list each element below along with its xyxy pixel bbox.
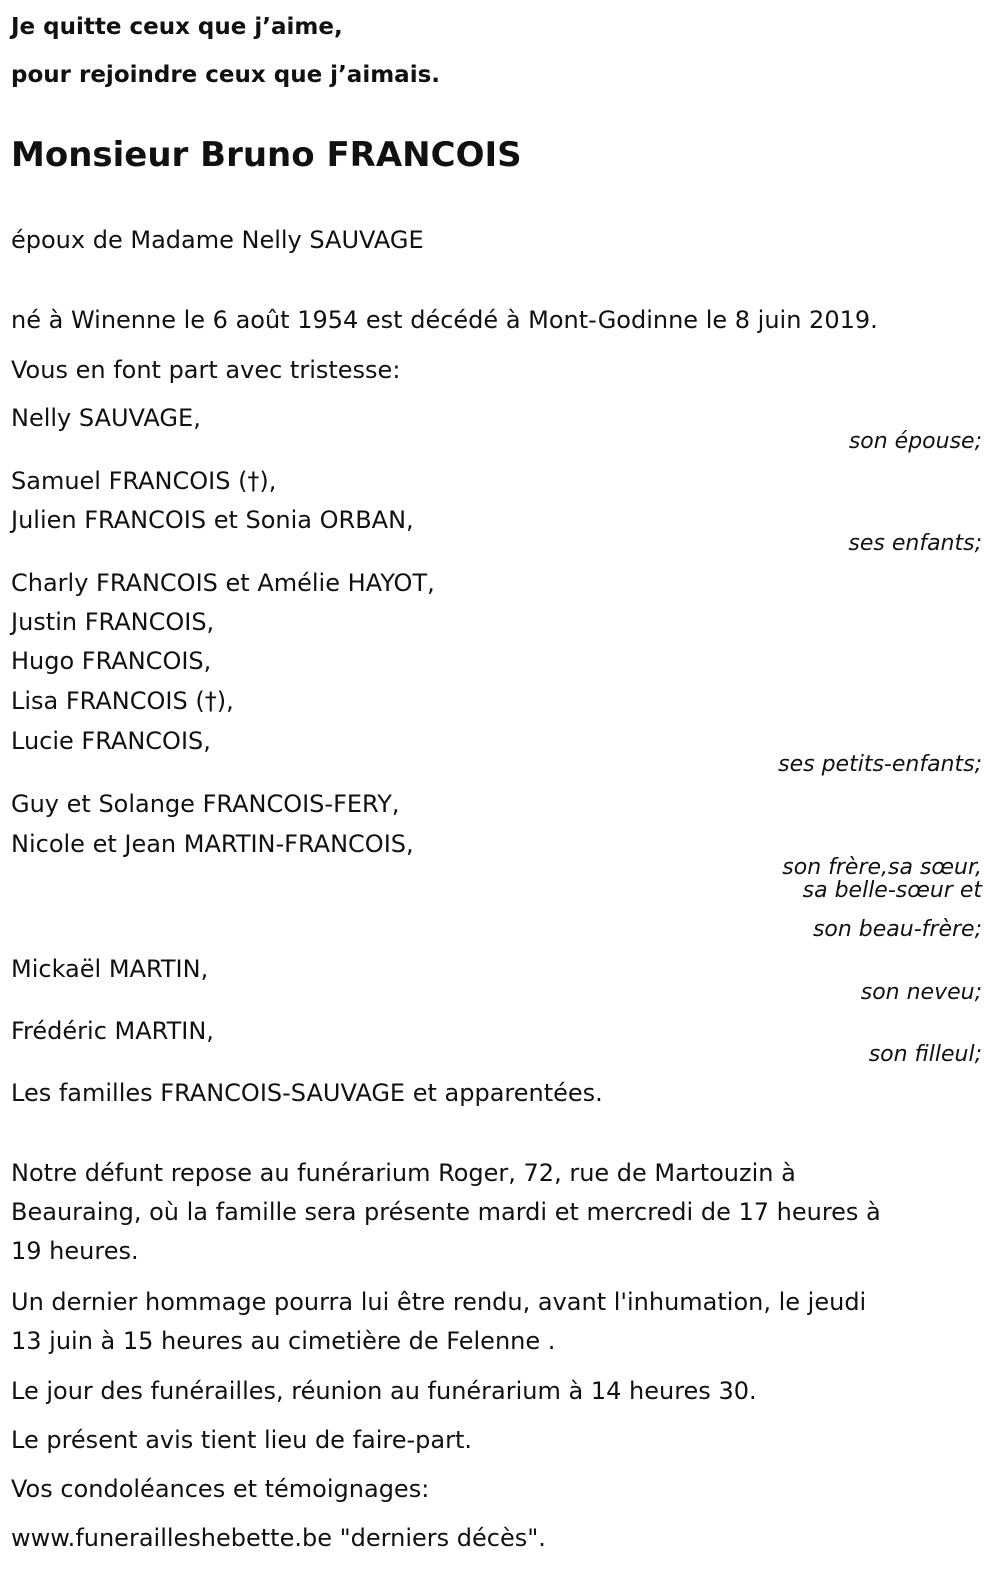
epigraph-line-1: Je quitte ceux que j’aime,: [11, 14, 343, 40]
rest-line-1: Notre défunt repose au funérarium Roger, 72, rue de Martouzin à: [11, 1159, 796, 1187]
tribute-line-1: Un dernier hommage pourra lui être rendu, avant l'inhumation, le jeudi: [11, 1288, 867, 1316]
tribute-line-2: 13 juin à 15 heures au cimetière de Felenne .: [11, 1327, 556, 1355]
family-grandchild-2: Justin FRANCOIS,: [11, 608, 215, 636]
family-extended: Les familles FRANCOIS-SAUVAGE et apparentées.: [11, 1079, 603, 1107]
family-godson: Frédéric MARTIN,: [11, 1017, 214, 1045]
family-spouse-name: Nelly SAUVAGE,: [11, 404, 201, 432]
family-grandchild-1: Charly FRANCOIS et Amélie HAYOT,: [11, 569, 435, 597]
rest-line-3: 19 heures.: [11, 1237, 139, 1265]
family-sibling-1: Guy et Solange FRANCOIS-FERY,: [11, 790, 400, 818]
family-nephew-relation: son neveu;: [860, 980, 982, 1005]
family-godson-relation: son filleul;: [868, 1042, 982, 1067]
meeting-line: Le jour des funérailles, réunion au funérarium à 14 heures 30.: [11, 1377, 757, 1405]
birth-death-line: né à Winenne le 6 août 1954 est décédé à Mont-Godinne le 8 juin 2019.: [11, 306, 878, 334]
family-siblings-relation-3: son beau-frère;: [812, 917, 982, 942]
family-grandchild-5: Lucie FRANCOIS,: [11, 727, 211, 755]
website-link[interactable]: www.funerailleshebette.be "derniers décès".: [11, 1524, 546, 1552]
family-child-2: Julien FRANCOIS et Sonia ORBAN,: [11, 506, 414, 534]
condolences-line: Vos condoléances et témoignages:: [11, 1475, 430, 1503]
epigraph-line-2: pour rejoindre ceux que j’aimais.: [11, 62, 441, 88]
deceased-name: Monsieur Bruno FRANCOIS: [11, 135, 522, 175]
family-sibling-2: Nicole et Jean MARTIN-FRANCOIS,: [11, 830, 414, 858]
family-spouse-relation: son épouse;: [848, 429, 982, 454]
spouse-line: époux de Madame Nelly SAUVAGE: [11, 226, 424, 254]
family-siblings-relation-1: son frère,sa sœur,: [782, 855, 982, 880]
notice-line: Le présent avis tient lieu de faire-part.: [11, 1426, 473, 1454]
family-siblings-relation-2: sa belle-sœur et: [802, 878, 982, 903]
family-child-1: Samuel FRANCOIS (†),: [11, 467, 277, 495]
family-grandchildren-relation: ses petits-enfants;: [778, 752, 982, 777]
family-grandchild-3: Hugo FRANCOIS,: [11, 647, 212, 675]
family-grandchild-4: Lisa FRANCOIS (†),: [11, 687, 234, 715]
announce-intro: Vous en font part avec tristesse:: [11, 356, 401, 384]
family-children-relation: ses enfants;: [848, 531, 982, 556]
family-nephew: Mickaël MARTIN,: [11, 955, 209, 983]
rest-line-2: Beauraing, où la famille sera présente mardi et mercredi de 17 heures à: [11, 1198, 881, 1226]
